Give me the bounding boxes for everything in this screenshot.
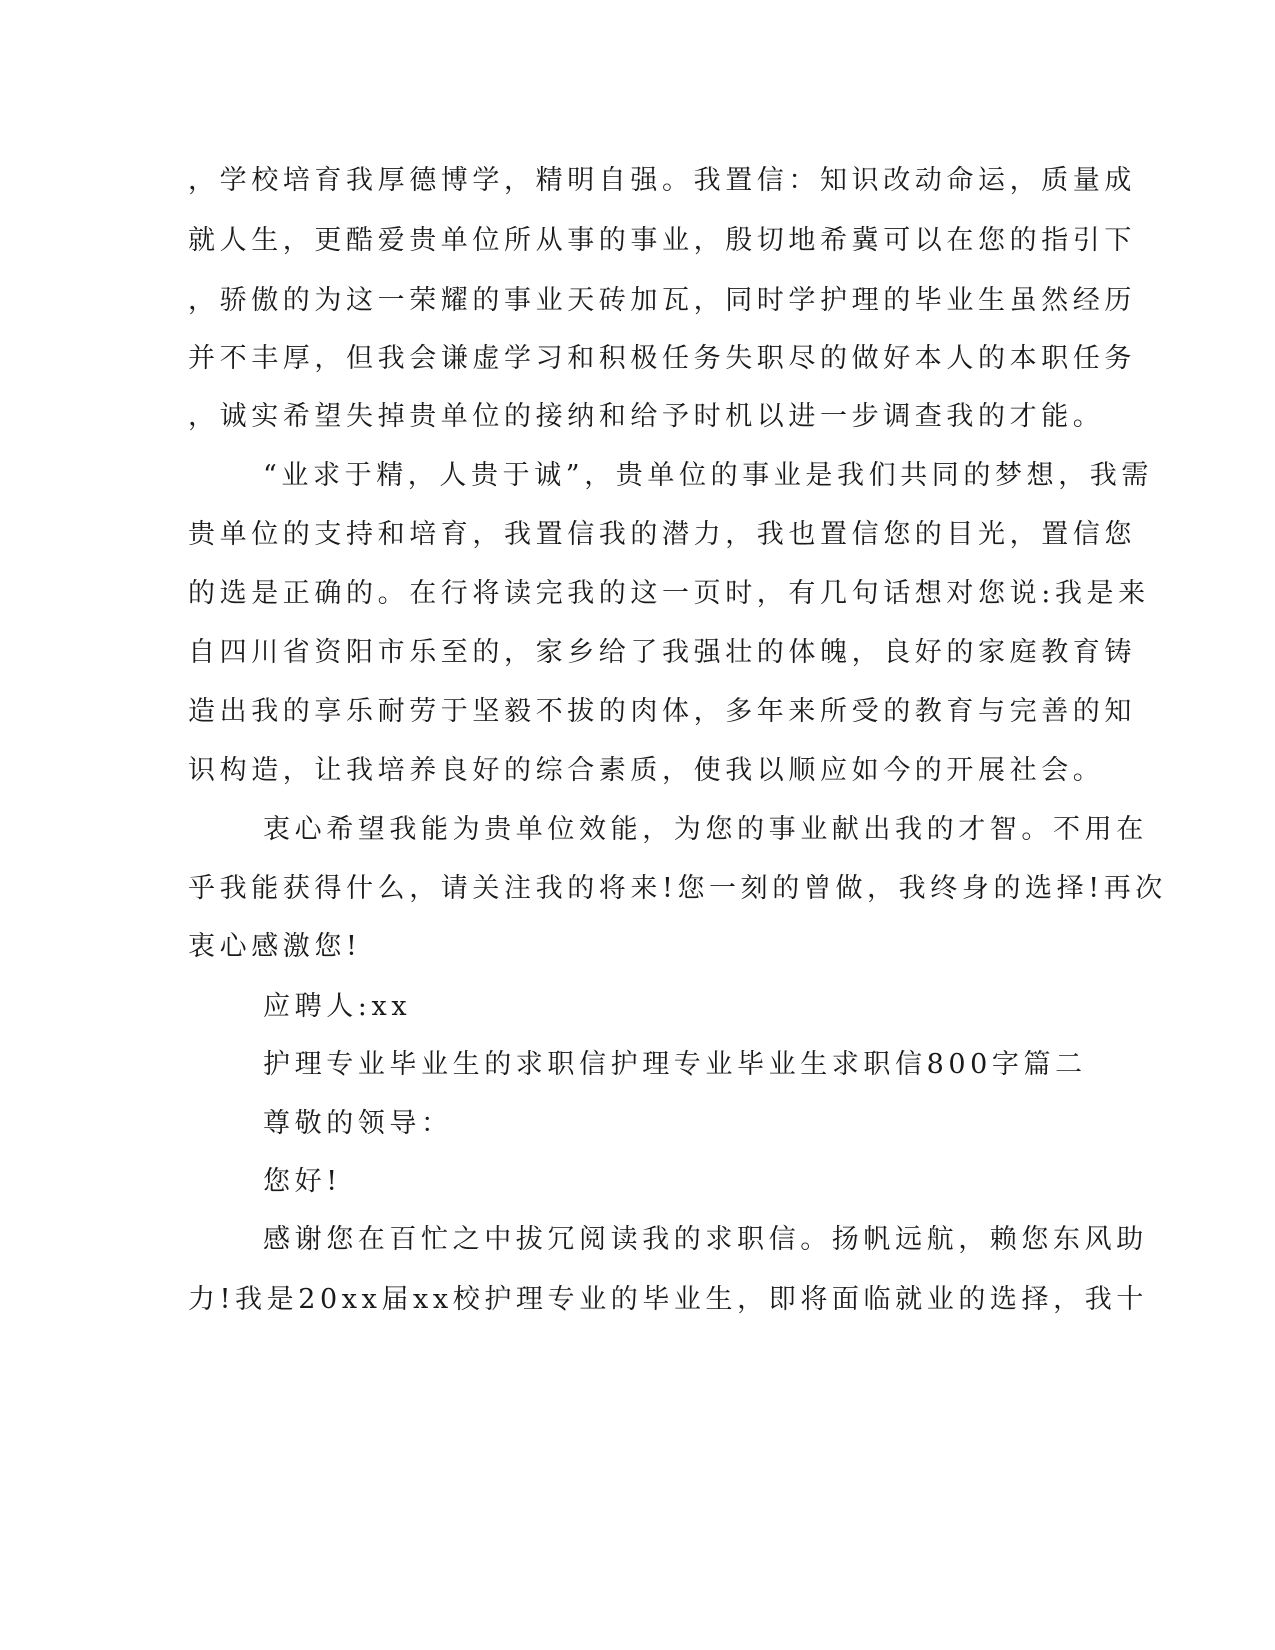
paragraph-line: 衷心感激您! <box>188 931 362 962</box>
paragraph-line: 造出我的享乐耐劳于坚毅不拔的肉体，多年来所受的教育与完善的知 <box>188 696 1136 727</box>
salutation: 尊敬的领导： <box>263 1108 453 1139</box>
paragraph-line: 感谢您在百忙之中拔冗阅读我的求职信。扬帆远航，赖您东风助 <box>263 1224 1148 1255</box>
paragraph-line: 识构造，让我培养良好的综合素质，使我以顺应如今的开展社会。 <box>188 755 1105 786</box>
paragraph-line: 衷心希望我能为贵单位效能，为您的事业献出我的才智。不用在 <box>263 814 1148 845</box>
greeting: 您好! <box>263 1166 342 1197</box>
paragraph-line: ，诚实希望失掉贵单位的接纳和给予时机以进一步调查我的才能。 <box>188 401 1105 432</box>
paragraph-line: “业求于精，人贵于诚”，贵单位的事业是我们共同的梦想，我需 <box>263 460 1154 491</box>
paragraph-line: 乎我能获得什么，请关注我的将来!您一刻的曾做，我终身的选择!再次 <box>188 873 1167 904</box>
paragraph-line: ，学校培育我厚德博学，精明自强。我置信：知识改动命运，质量成 <box>188 165 1136 196</box>
paragraph-line: 就人生，更酷爱贵单位所从事的事业，殷切地希冀可以在您的指引下 <box>188 225 1136 256</box>
paragraph-line: 贵单位的支持和培育，我置信我的潜力，我也置信您的目光，置信您 <box>188 519 1136 550</box>
paragraph-line: 力!我是20xx届xx校护理专业的毕业生，即将面临就业的选择，我十 <box>188 1284 1148 1315</box>
paragraph-line: 的选是正确的。在行将读完我的这一页时，有几句话想对您说:我是来 <box>188 578 1150 609</box>
paragraph-line: ，骄傲的为这一荣耀的事业天砖加瓦，同时学护理的毕业生虽然经历 <box>188 285 1136 316</box>
section-heading: 护理专业毕业生的求职信护理专业毕业生求职信800字篇二 <box>263 1049 1087 1080</box>
signature-line: 应聘人:xx <box>263 991 412 1022</box>
paragraph-line: 并不丰厚，但我会谦虚学习和积极任务失职尽的做好本人的本职任务 <box>188 343 1136 374</box>
paragraph-line: 自四川省资阳市乐至的，家乡给了我强壮的体魄，良好的家庭教育铸 <box>188 637 1136 668</box>
